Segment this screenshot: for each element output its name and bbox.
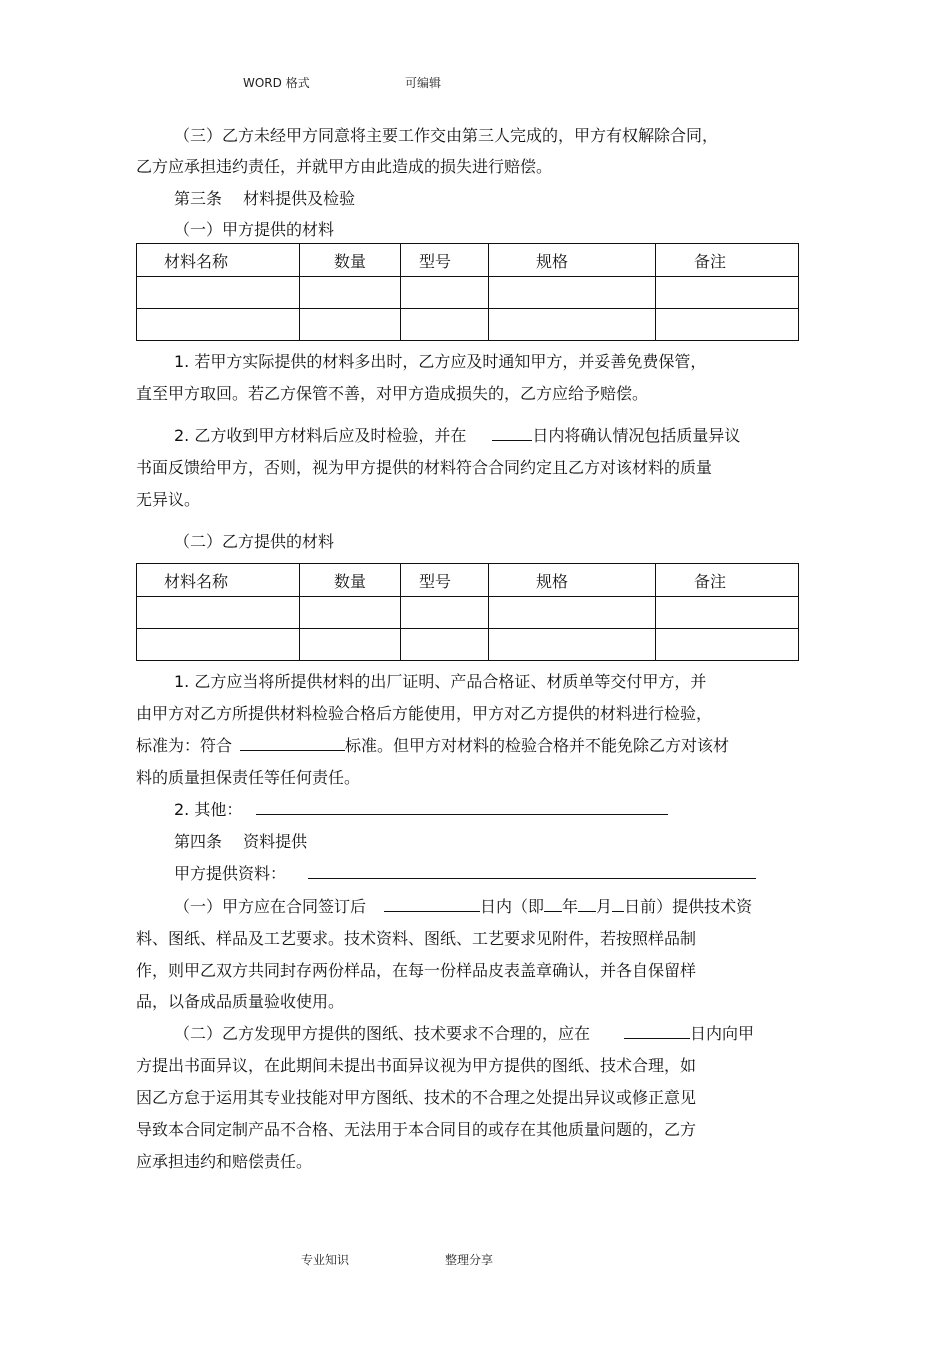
table-cell[interactable]: [656, 597, 799, 629]
table-header-cell: 型号: [401, 244, 489, 277]
paragraph-line: 乙方应承担违约责任，并就甲方由此造成的损失进行赔偿。: [136, 157, 553, 176]
paragraph-line: 导致本合同定制产品不合格、无法用于本合同目的或存在其他质量问题的，乙方: [136, 1120, 697, 1139]
article-4-title: 第四条 资料提供: [174, 832, 308, 851]
paragraph-line: 应承担违约和赔偿责任。: [136, 1152, 313, 1171]
text-span: 月: [596, 897, 613, 916]
table-header-cell: 备注: [656, 564, 799, 597]
paragraph-line: 料的质量担保责任等任何责任。: [136, 768, 361, 787]
table-header-cell: 数量: [300, 244, 401, 277]
materials-table-party-a: [136, 243, 799, 341]
fill-blank[interactable]: [624, 1024, 690, 1039]
section-heading: （二）乙方提供的材料: [174, 532, 335, 551]
table-header-cell: 材料名称: [137, 244, 300, 277]
text-span: 甲方提供资料：: [174, 864, 287, 883]
footer-right: 整理分享: [445, 1253, 494, 1267]
header-right: 可编辑: [405, 76, 442, 90]
table-cell[interactable]: [401, 309, 489, 341]
table-cell[interactable]: [137, 597, 300, 629]
paragraph-line: [174, 426, 740, 446]
table-cell[interactable]: [300, 309, 401, 341]
paragraph-line: 品，以备成品质量验收使用。: [136, 992, 345, 1011]
table-cell[interactable]: [401, 277, 489, 309]
paragraph-line: 1. 乙方应当将所提供材料的出厂证明、产品合格证、材质单等交付甲方，并: [174, 672, 707, 691]
table-row: [137, 277, 799, 309]
table-cell[interactable]: [656, 309, 799, 341]
paragraph-line: [174, 897, 752, 917]
text-span: 2. 乙方收到甲方材料后应及时检验，并在: [174, 426, 467, 445]
table-cell[interactable]: [401, 597, 489, 629]
text-span: （二）乙方发现甲方提供的图纸、技术要求不合理的，应在: [174, 1024, 591, 1043]
table-cell[interactable]: [489, 629, 656, 661]
table-cell[interactable]: [300, 277, 401, 309]
table-cell[interactable]: [489, 277, 656, 309]
table-cell[interactable]: [300, 629, 401, 661]
text-span: 2. 其他：: [174, 800, 243, 819]
text-span: 年: [562, 897, 579, 916]
paragraph-line: 方提出书面异议，在此期间未提出书面异议视为甲方提供的图纸、技术合理，如: [136, 1056, 697, 1075]
table-header-row: [137, 244, 799, 277]
table-header-cell: 数量: [300, 564, 401, 597]
paragraph-line: 1. 若甲方实际提供的材料多出时，乙方应及时通知甲方，并妥善免费保管，: [174, 352, 707, 371]
fill-blank[interactable]: [578, 897, 596, 912]
materials-table-party-b: [136, 563, 799, 661]
table-header-cell: 备注: [656, 244, 799, 277]
table-cell[interactable]: [137, 309, 300, 341]
fill-blank[interactable]: [256, 800, 668, 815]
table-header-cell: 型号: [401, 564, 489, 597]
text-span: 标准。但甲方对材料的检验合格并不能免除乙方对该材: [345, 736, 730, 755]
paragraph-line: 直至甲方取回。若乙方保管不善，对甲方造成损失的，乙方应给予赔偿。: [136, 384, 649, 403]
table-row: [137, 629, 799, 661]
text-span: 日前）提供技术资: [624, 897, 753, 916]
fill-blank[interactable]: [612, 897, 624, 912]
table-header-cell: 规格: [489, 244, 656, 277]
table-cell[interactable]: [656, 629, 799, 661]
text-span: 日内（即: [480, 897, 545, 916]
text-span: （一）甲方应在合同签订后: [174, 897, 367, 916]
table-header-cell: 材料名称: [137, 564, 300, 597]
table-cell[interactable]: [137, 277, 300, 309]
section-heading: （一）甲方提供的材料: [174, 220, 335, 239]
paragraph-line: [136, 736, 729, 756]
article-3-title: 第三条 材料提供及检验: [174, 189, 356, 208]
fill-blank[interactable]: [240, 736, 345, 751]
table-header-row: [137, 564, 799, 597]
table-header-cell: 规格: [489, 564, 656, 597]
paragraph-line: 由甲方对乙方所提供材料检验合格后方能使用，甲方对乙方提供的材料进行检验，: [136, 704, 713, 723]
table-cell[interactable]: [137, 629, 300, 661]
table-cell[interactable]: [300, 597, 401, 629]
paragraph-line: （三）乙方未经甲方同意将主要工作交由第三人完成的，甲方有权解除合同，: [174, 126, 719, 145]
text-span: 日内将确认情况包括质量异议: [532, 426, 741, 445]
fill-blank[interactable]: [308, 864, 756, 879]
paragraph-line: 作，则甲乙双方共同封存两份样品，在每一份样品皮表盖章确认，并各自保留样: [136, 961, 697, 980]
paragraph-line: 料、图纸、样品及工艺要求。技术资料、图纸、工艺要求见附件，若按照样品制: [136, 929, 697, 948]
table-cell[interactable]: [656, 277, 799, 309]
table-cell[interactable]: [489, 309, 656, 341]
table-row: [137, 597, 799, 629]
header-left: WORD 格式: [243, 76, 310, 90]
table-cell[interactable]: [489, 597, 656, 629]
paragraph-line: [174, 864, 756, 884]
paragraph-line: 因乙方怠于运用其专业技能对甲方图纸、技术的不合理之处提出异议或修正意见: [136, 1088, 697, 1107]
paragraph-line: 书面反馈给甲方，否则，视为甲方提供的材料符合合同约定且乙方对该材料的质量: [136, 458, 713, 477]
text-span: 标准为：符合: [136, 736, 233, 755]
paragraph-line: [174, 800, 668, 820]
table-row: [137, 309, 799, 341]
paragraph-line: [174, 1024, 754, 1044]
footer-left: 专业知识: [301, 1253, 350, 1267]
fill-blank[interactable]: [492, 426, 532, 441]
paragraph-line: 无异议。: [136, 490, 201, 509]
text-span: 日内向甲: [690, 1024, 755, 1043]
fill-blank[interactable]: [544, 897, 562, 912]
fill-blank[interactable]: [384, 897, 480, 912]
table-cell[interactable]: [401, 629, 489, 661]
